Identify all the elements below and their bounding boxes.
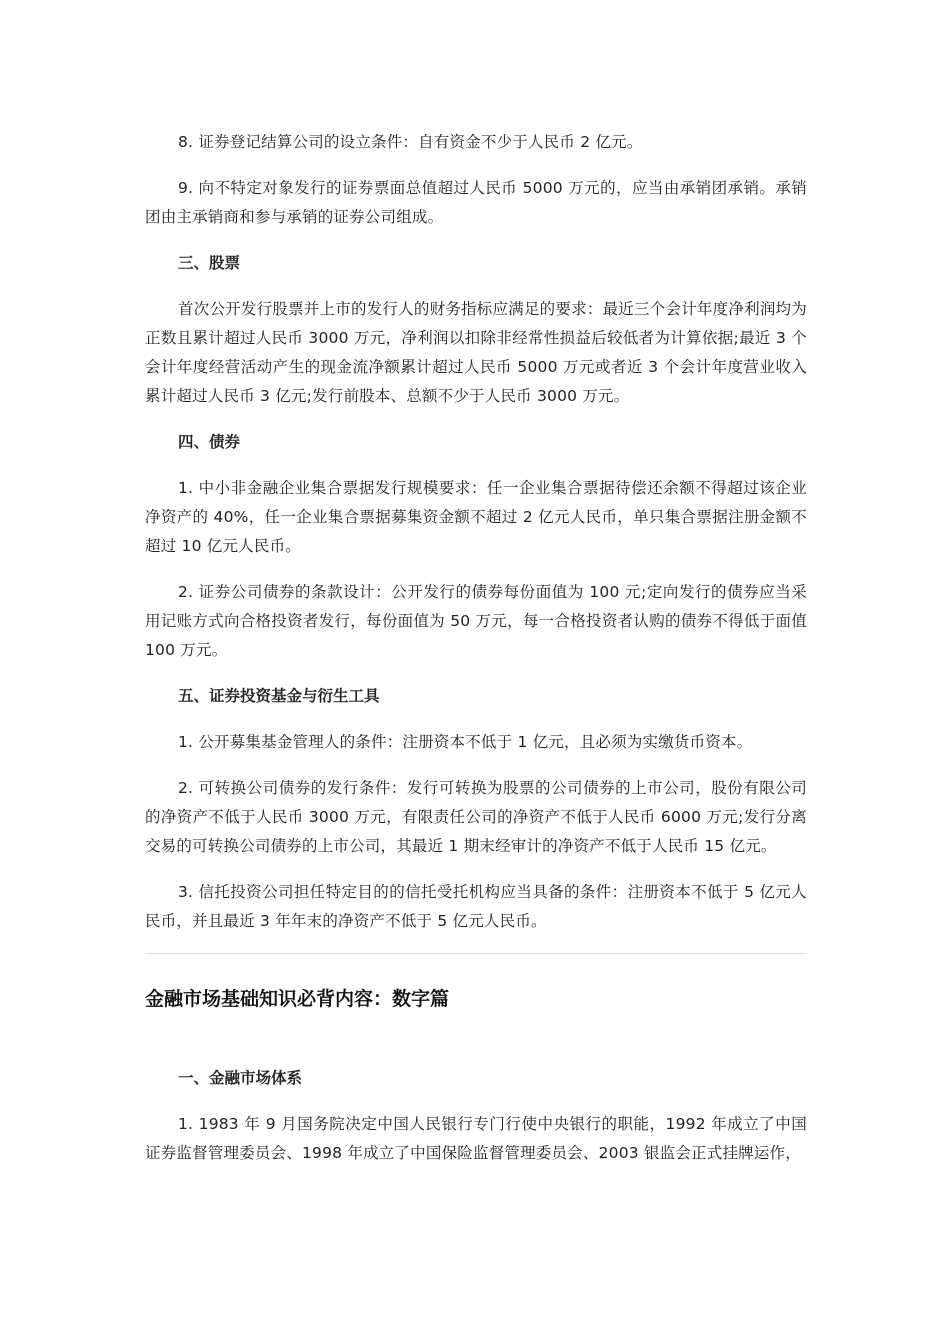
paragraph: 9. 向不特定对象发行的证券票面总值超过人民币 5000 万元的，应当由承销团承销。承销团由主承销商和参与承销的证券公司组成。 bbox=[145, 179, 807, 226]
content-part-2 bbox=[145, 1064, 807, 1168]
paragraph: 8. 证券登记结算公司的设立条件：自有资金不少于人民币 2 亿元。 bbox=[178, 133, 643, 151]
section-heading: 四、债券 bbox=[178, 433, 241, 451]
paragraph: 1. 公开募集基金管理人的条件：注册资本不低于 1 亿元，且必须为实缴货币资本。 bbox=[178, 733, 753, 751]
paragraph: 2. 证券公司债券的条款设计：公开发行的债券每份面值为 100 元;定向发行的债券应当采用记账方式向合格投资者发行，每份面值为 50 万元，每一合格投资者认购的债券不得低于面值 100 万元。 bbox=[145, 583, 807, 659]
paragraph: 3. 信托投资公司担任特定目的的信托受托机构应当具备的条件：注册资本不低于 5 亿元人民币，并且最近 3 年年末的净资产不低于 5 亿元人民币。 bbox=[145, 883, 807, 930]
paragraph: 1. 中小非金融企业集合票据发行规模要求：任一企业集合票据待偿还余额不得超过该企业净资产的 40%，任一企业集合票据募集资金额不超过 2 亿元人民币，单只集合票据注册金额不超过 10 亿元人民币。 bbox=[145, 479, 807, 555]
section-heading: 五、证券投资基金与衍生工具 bbox=[178, 687, 380, 705]
paragraph: 1. 1983 年 9 月国务院决定中国人民银行专门行使中央银行的职能，1992 年成立了中国证券监督管理委员会、1998 年成立了中国保险监督管理委员会、2003 银监会正式挂牌运作， bbox=[145, 1115, 807, 1162]
section-heading: 三、股票 bbox=[178, 254, 241, 272]
paragraph: 2. 可转换公司债券的发行条件：发行可转换为股票的公司债券的上市公司，股份有限公司的净资产不低于人民币 3000 万元，有限责任公司的净资产不低于人民币 6000 万元;发行分离交易的可转换公司债券的上市公司，其最近 1 期末经审计的净资产不低于人民币 15 亿元。 bbox=[145, 779, 807, 855]
section-divider bbox=[145, 953, 807, 954]
document-page bbox=[145, 128, 807, 1185]
section-heading: 一、金融市场体系 bbox=[178, 1069, 303, 1087]
content-part-1 bbox=[145, 128, 807, 936]
paragraph: 首次公开发行股票并上市的发行人的财务指标应满足的要求：最近三个会计年度净利润均为正数且累计超过人民币 3000 万元，净利润以扣除非经常性损益后较低者为计算依据;最近 3 个会计年度经营活动产生的现金流净额累计超过人民币 5000 万元或者近 3 个会计年度营业收入累计超过人民币 3 亿元;发行前股本、总额不少于人民币 3000 万元。 bbox=[145, 300, 807, 405]
article-title: 金融市场基础知识必背内容：数字篇 bbox=[145, 988, 450, 1010]
